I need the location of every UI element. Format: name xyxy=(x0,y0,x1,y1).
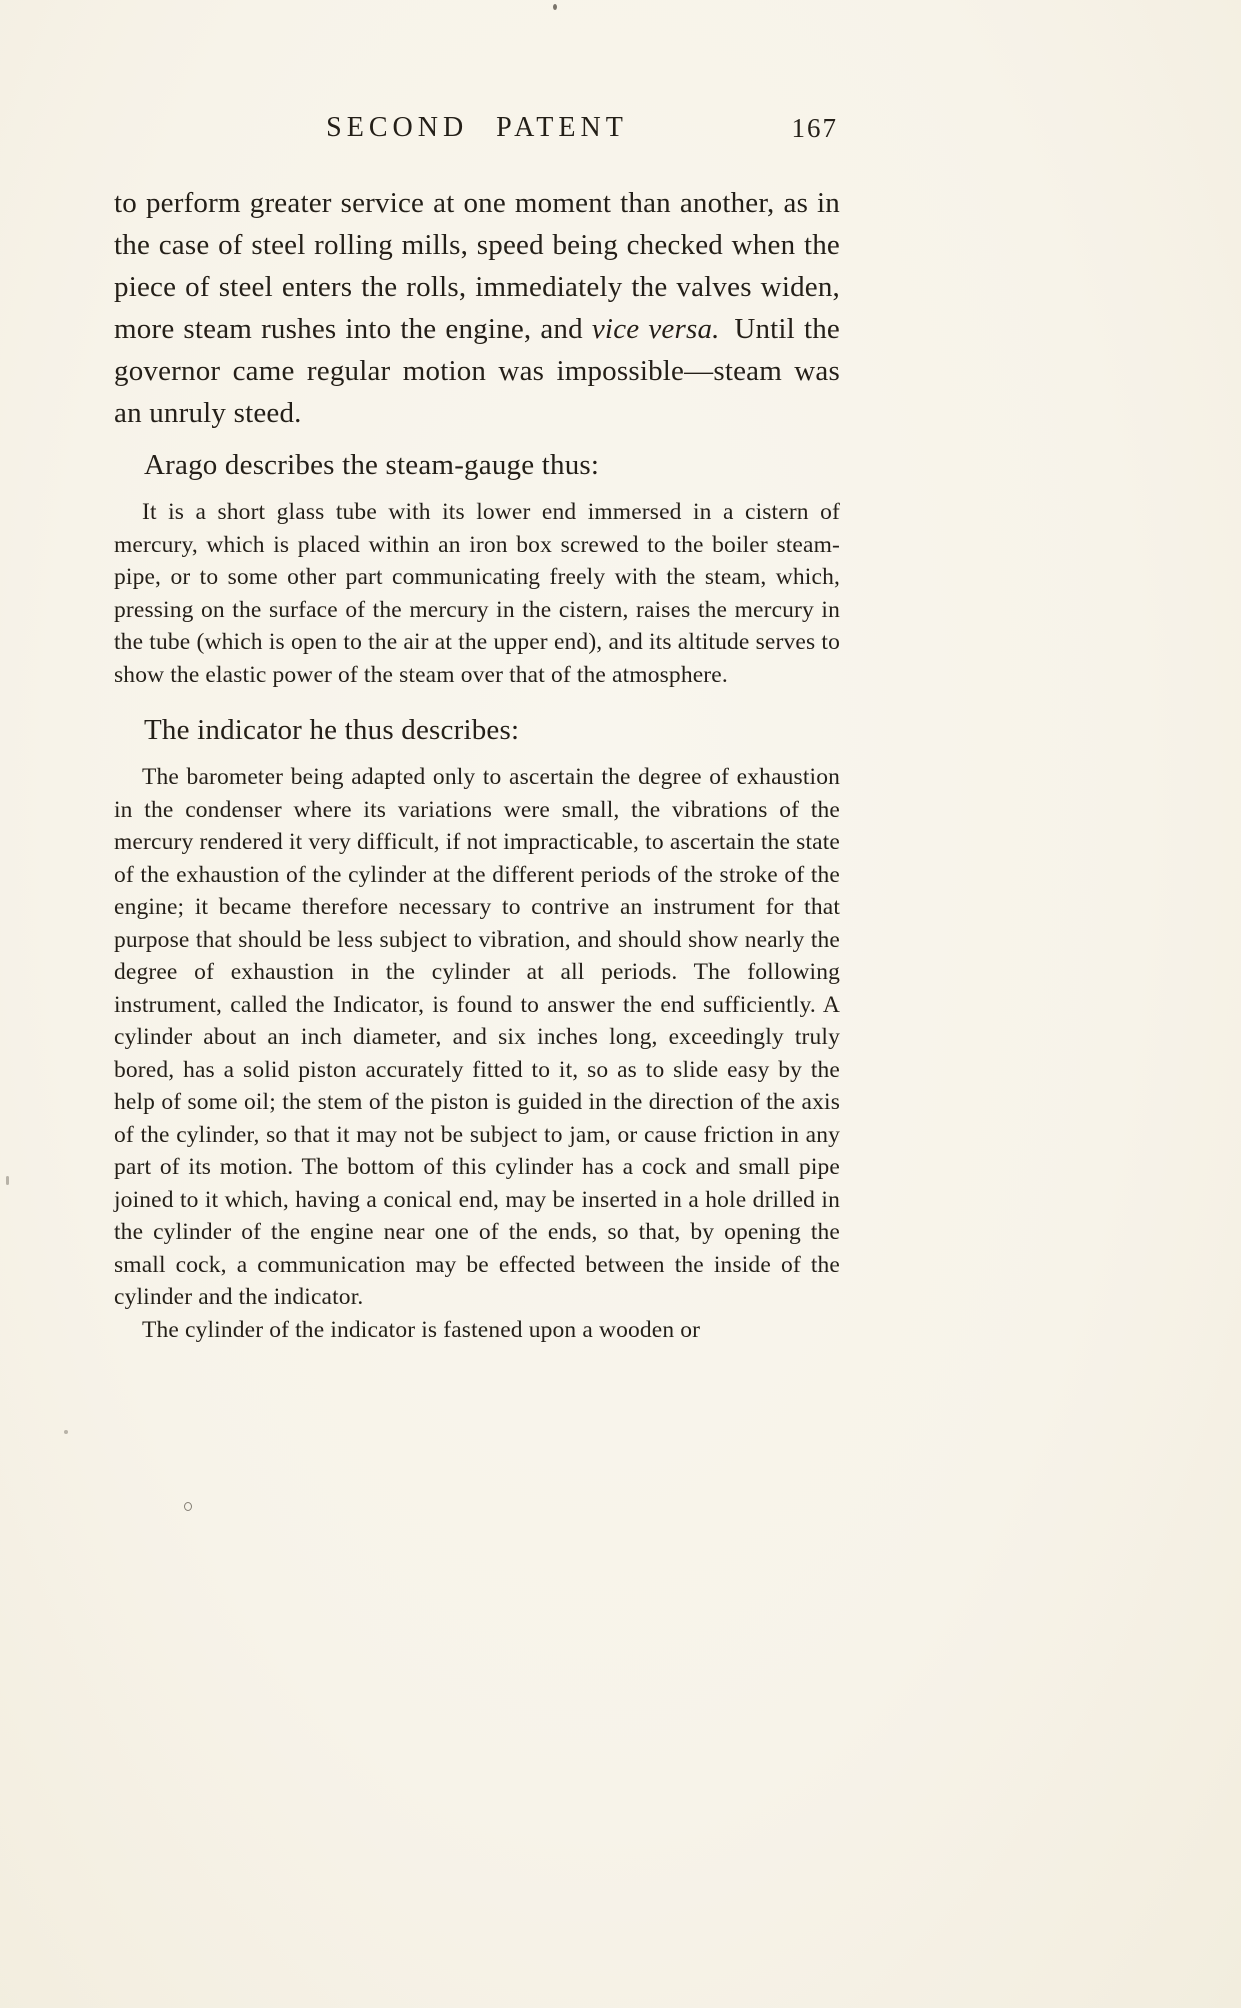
page-number: 167 xyxy=(791,113,838,143)
scan-artifact xyxy=(184,1502,192,1511)
text-segment: Until the governor came regular motion was impossible—steam was an unruly steed. xyxy=(114,313,840,429)
running-header xyxy=(114,112,840,150)
scan-artifact xyxy=(6,1176,9,1185)
paragraph-opening xyxy=(114,182,840,434)
quote-indicator: The barometer being adapted only to ascertain the degree of exhaustion in the condenser where its variations were small, the vibrations of the mercury rendered it very difficult, if not impracticable, to ascertain the state of the exhaustion of the cylinder at the different periods of the stroke of the engine; it became therefore necessary to contrive an instrument for that purpose that should be less subject to vibration, and should show nearly the degree of exhaustion in the cylinder at all periods. The following instrument, called the Indicator, is found to answer the end sufficiently. A cylinder about an inch diameter, and six inches long, exceedingly truly bored, has a solid piston accurately fitted to it, so as to slide easy by the help of some oil; the stem of the piston is guided in the direction of the axis of the cylinder, so that it may not be subject to jam, or cause friction in any part of its motion. The bottom of this cylinder has a cock and small pipe joined to it which, having a conical end, may be inserted in a hole drilled in the cylinder of the engine near one of the ends, so that, by opening the small cock, a communication may be effected between the inside of the cylinder and the indicator. xyxy=(114,764,840,1310)
scan-artifact xyxy=(64,1430,68,1434)
paragraph-indicator-lead: The indicator he thus describes: xyxy=(144,714,520,746)
running-header-title: SECOND PATENT xyxy=(326,112,628,143)
quote-indicator-continued: The cylinder of the indicator is fastened upon a wooden or xyxy=(142,1316,701,1343)
italic-phrase: vice versa. xyxy=(591,313,720,345)
paragraph-arago-lead: Arago describes the steam-gauge thus: xyxy=(144,449,600,481)
quote-steam-gauge: It is a short glass tube with its lower end immersed in a cistern of mercury, which is placed within an iron box screwed to the boiler steam-pipe, or to some other part communicating freely with the steam, which, pressing on the surface of the mercury in the cistern, raises the mercury in the tube (which is open to the air at the upper end), and its altitude serves to show the elastic power of the steam over that of the atmosphere. xyxy=(114,499,840,688)
text-column xyxy=(114,0,840,1346)
text-segment: to perform greater service at one moment than another, as in the case of steel rolling mills, speed being checked when the piece of steel enters the rolls, immediately the valves widen, more steam rushes into the engine, and xyxy=(114,187,840,345)
